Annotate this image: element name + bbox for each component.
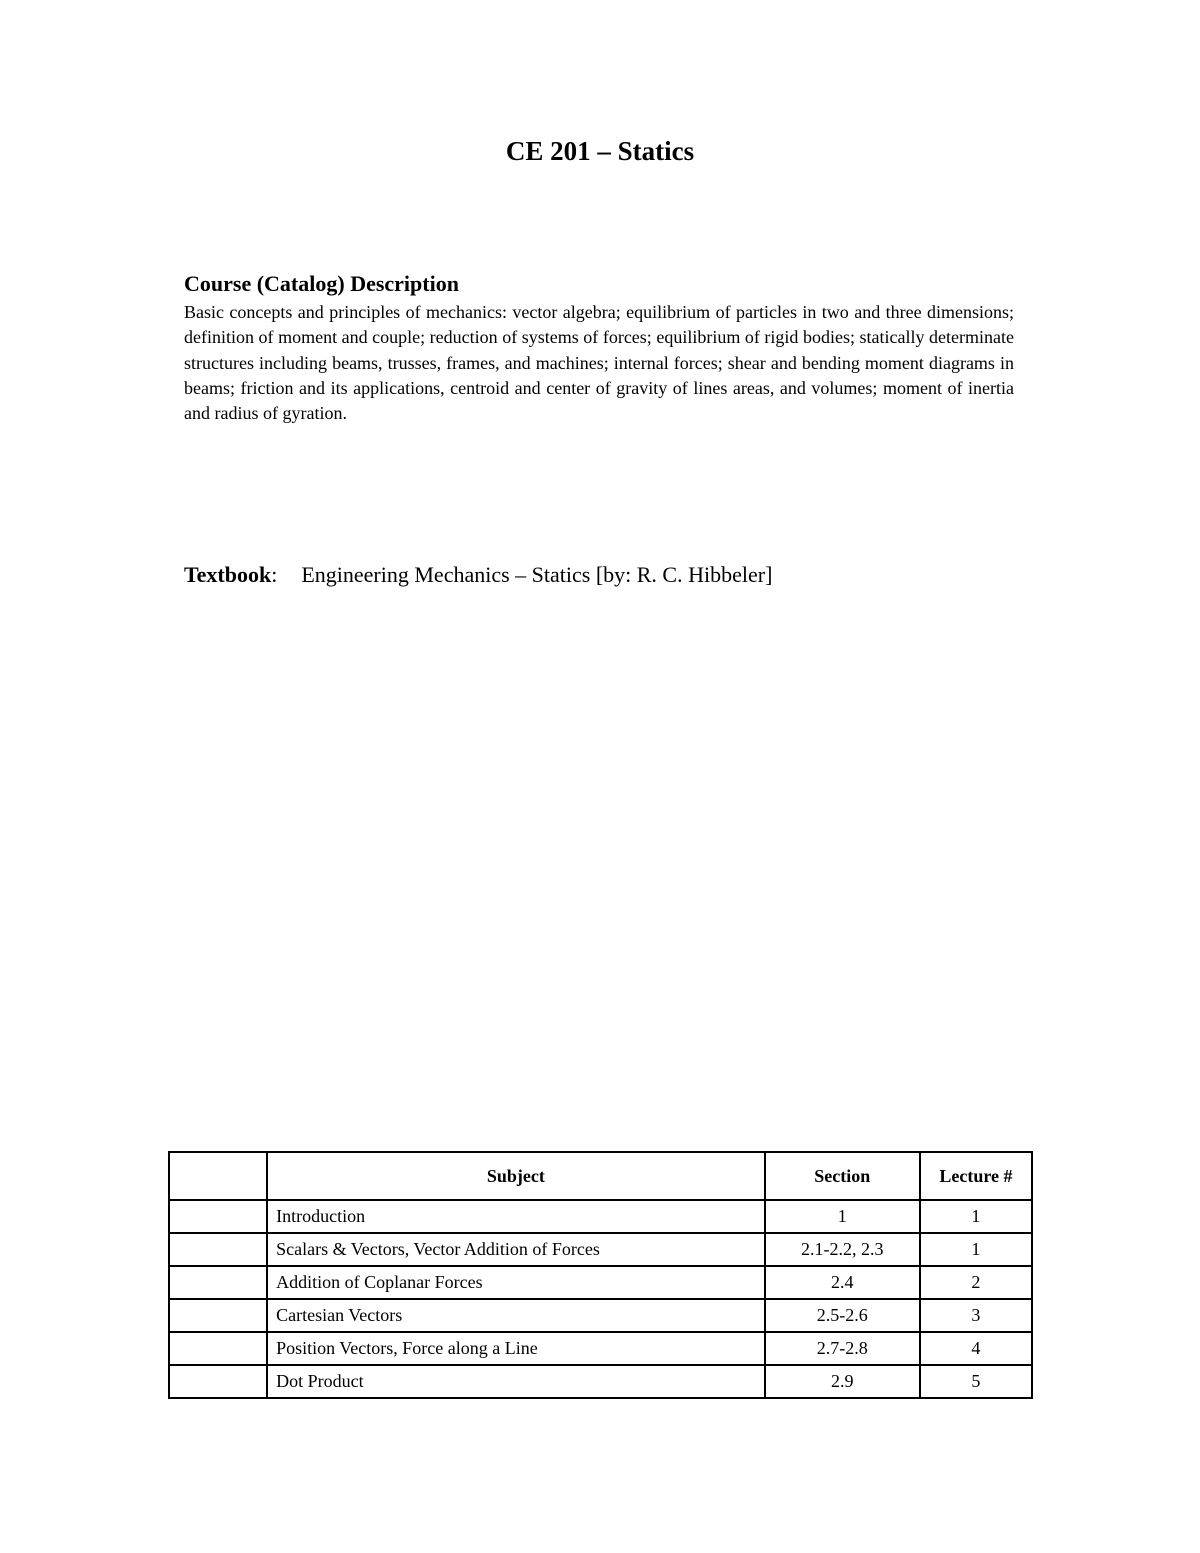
textbook-colon: :: [271, 562, 278, 587]
table-row: [169, 1299, 1032, 1332]
row-index: [169, 1200, 267, 1233]
row-section: 2.4: [765, 1266, 920, 1299]
description-paragraph: Basic concepts and principles of mechanics: vector algebra; equilibrium of particles in two and three dimensions; definition of moment and couple; reduction of systems of forces; equilibrium of rigid bodies; statically determinate structures including beams, trusses, frames, and machines; internal forces; shear and bending moment diagrams in beams; friction and its applications, centroid and center of gravity of lines areas, and volumes; moment of inertia and radius of gyration.: [184, 302, 1014, 424]
row-subject: Addition of Coplanar Forces: [267, 1266, 765, 1299]
row-lecture: 4: [920, 1332, 1032, 1365]
header-section: Section: [765, 1152, 920, 1200]
row-subject: Position Vectors, Force along a Line: [267, 1332, 765, 1365]
row-section: 2.9: [765, 1365, 920, 1398]
row-subject: Introduction: [267, 1200, 765, 1233]
table-row: [169, 1200, 1032, 1233]
table-row: [169, 1266, 1032, 1299]
row-lecture: 5: [920, 1365, 1032, 1398]
textbook-value: Engineering Mechanics – Statics [by: R. C. Hibbeler]: [301, 562, 773, 587]
header-subject: Subject: [267, 1152, 765, 1200]
textbook-line: [184, 561, 772, 589]
header-index: [169, 1152, 267, 1200]
row-section: 2.1-2.2, 2.3: [765, 1233, 920, 1266]
row-lecture: 2: [920, 1266, 1032, 1299]
lecture-schedule-table: [168, 1151, 1033, 1399]
row-section: 2.5-2.6: [765, 1299, 920, 1332]
page-title: CE 201 – Statics: [505, 136, 695, 166]
row-subject: Cartesian Vectors: [267, 1299, 765, 1332]
row-index: [169, 1365, 267, 1398]
row-index: [169, 1332, 267, 1365]
table-header-row: [169, 1152, 1032, 1200]
table-row: [169, 1233, 1032, 1266]
row-index: [169, 1233, 267, 1266]
row-lecture: 3: [920, 1299, 1032, 1332]
row-section: 2.7-2.8: [765, 1332, 920, 1365]
textbook-label: Textbook: [184, 562, 272, 587]
description-heading: Course (Catalog) Description: [184, 271, 459, 296]
row-lecture: 1: [920, 1200, 1032, 1233]
row-lecture: 1: [920, 1233, 1032, 1266]
row-index: [169, 1299, 267, 1332]
table-row: [169, 1332, 1032, 1365]
row-subject: Scalars & Vectors, Vector Addition of Forces: [267, 1233, 765, 1266]
row-section: 1: [765, 1200, 920, 1233]
table-row: [169, 1365, 1032, 1398]
header-lecture: Lecture #: [920, 1152, 1032, 1200]
row-index: [169, 1266, 267, 1299]
row-subject: Dot Product: [267, 1365, 765, 1398]
